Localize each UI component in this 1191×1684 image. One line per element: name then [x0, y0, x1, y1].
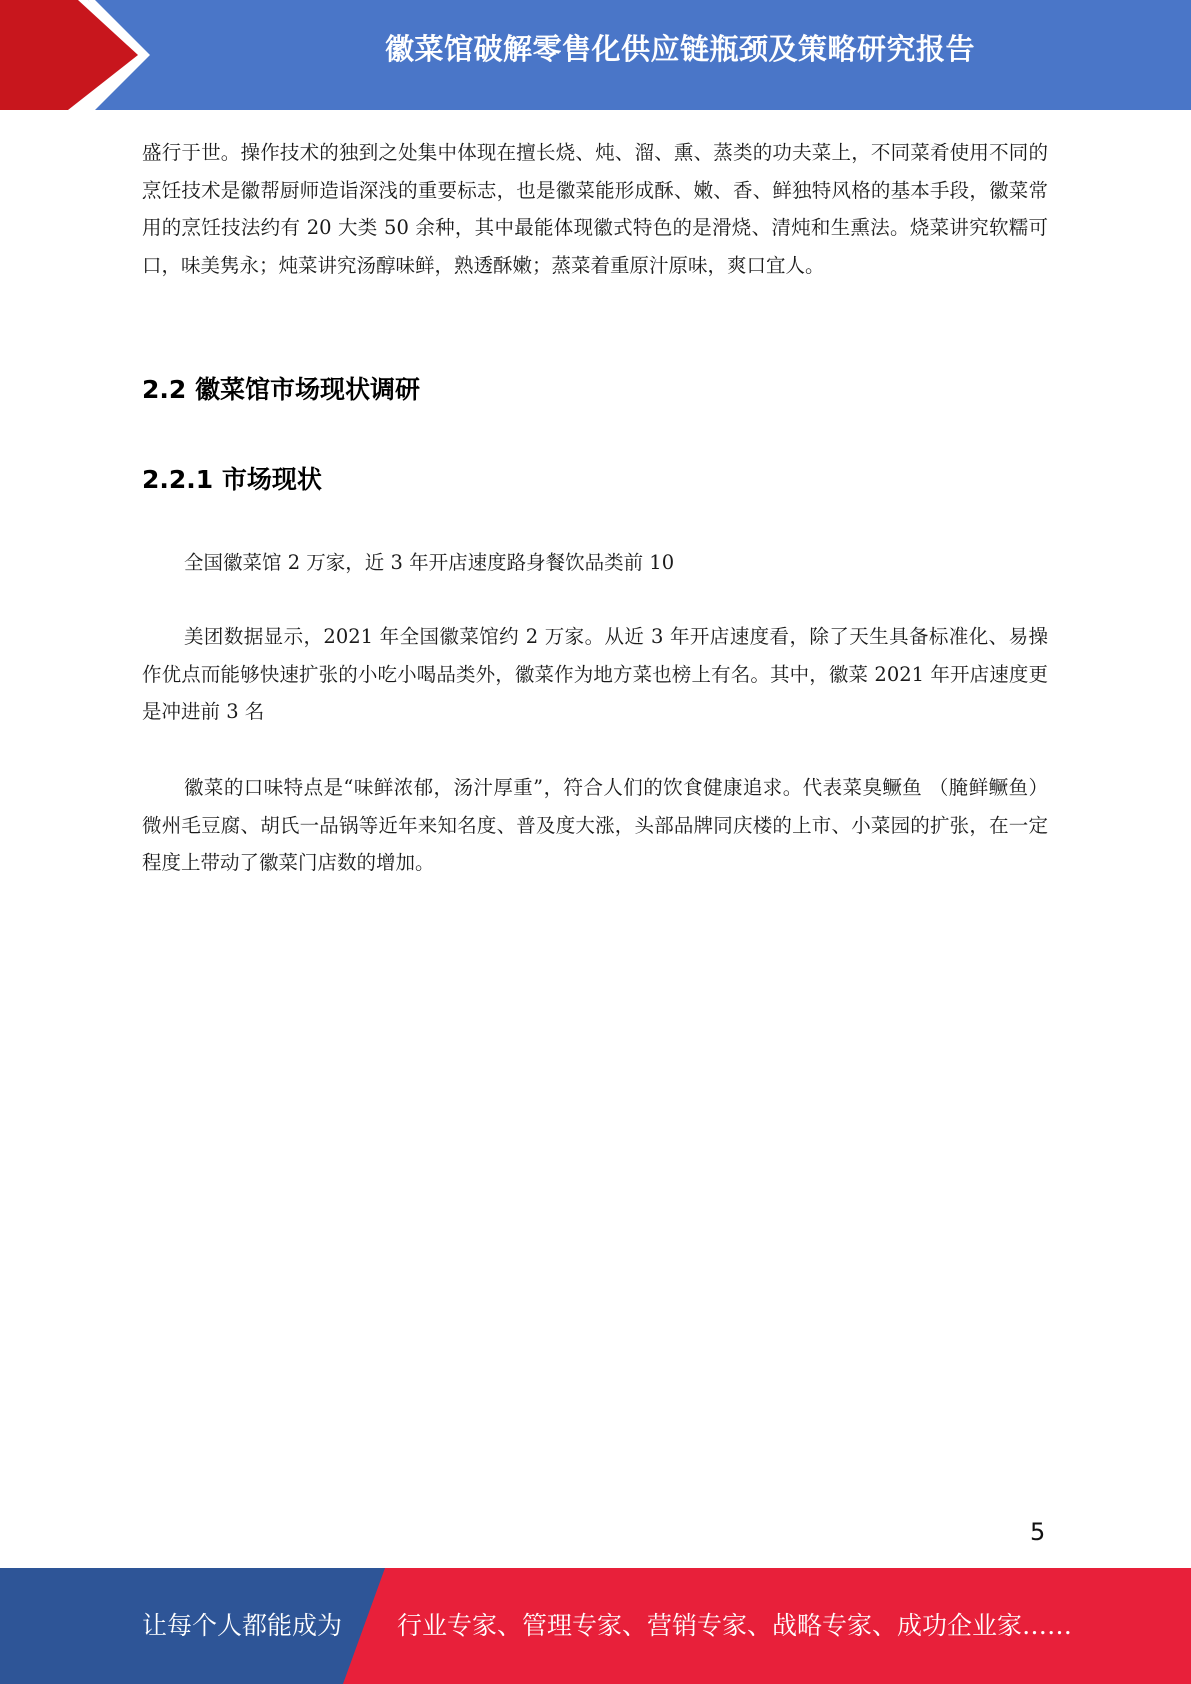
subsection-heading: 2.2.1 市场现状 — [142, 465, 322, 494]
header-arrow-decoration — [0, 0, 160, 110]
paragraph-cooking-techniques: 盛行于世。操作技术的独到之处集中体现在擅长烧、炖、溜、熏、蒸类的功夫菜上，不同菜肴使用不同的烹饪技术是徽帮厨师造诣深浅的重要标志，也是徽菜能形成酥、嫩、香、鲜独特风格的基本手段，徽菜常用的烹饪技法约有 20 大类 50 余种，其中最能体现徽式特色的是滑烧、清炖和生熏法。烧菜讲究软糯可口，味美隽永；炖菜讲究汤醇味鲜，熟透酥嫩；蒸菜着重原汁原味，爽口宜人。 — [142, 141, 1048, 277]
report-title: 徽菜馆破解零售化供应链瓶颈及策略研究报告 — [384, 32, 975, 66]
page-number: 5 — [1030, 1518, 1046, 1546]
paragraph-store-count-summary: 全国徽菜馆 2 万家，近 3 年开店速度路身餐饮品类前 10 — [184, 551, 675, 574]
footer-slogan-left: 让每个人都能成为 — [142, 1611, 343, 1640]
paragraph-meituan-data: 美团数据显示，2021 年全国徽菜馆约 2 万家。从近 3 年开店速度看，除了天生具备标准化、易操作优点而能够快速扩张的小吃小喝品类外，徽菜作为地方菜也榜上有名。其中，徽菜 2021 年开店速度更是冲进前 3 名 — [142, 625, 1048, 723]
page-header-band — [0, 0, 1191, 110]
section-heading: 2.2 徽菜馆市场现状调研 — [142, 375, 420, 404]
page-footer-band — [0, 1568, 1191, 1684]
footer-slogan-right: 行业专家、管理专家、营销专家、战略专家、成功企业家…… — [397, 1611, 1073, 1640]
paragraph-flavor-characteristics: 徽菜的口味特点是“味鲜浓郁，汤汁厚重”，符合人们的饮食健康追求。代表菜臭鳜鱼 （腌鲜鳜鱼）微州毛豆腐、胡氏一品锅等近年来知名度、普及度大涨，头部品牌同庆楼的上市、小菜园的扩张，在一定程度上带动了徽菜门店数的增加。 — [142, 776, 1048, 874]
